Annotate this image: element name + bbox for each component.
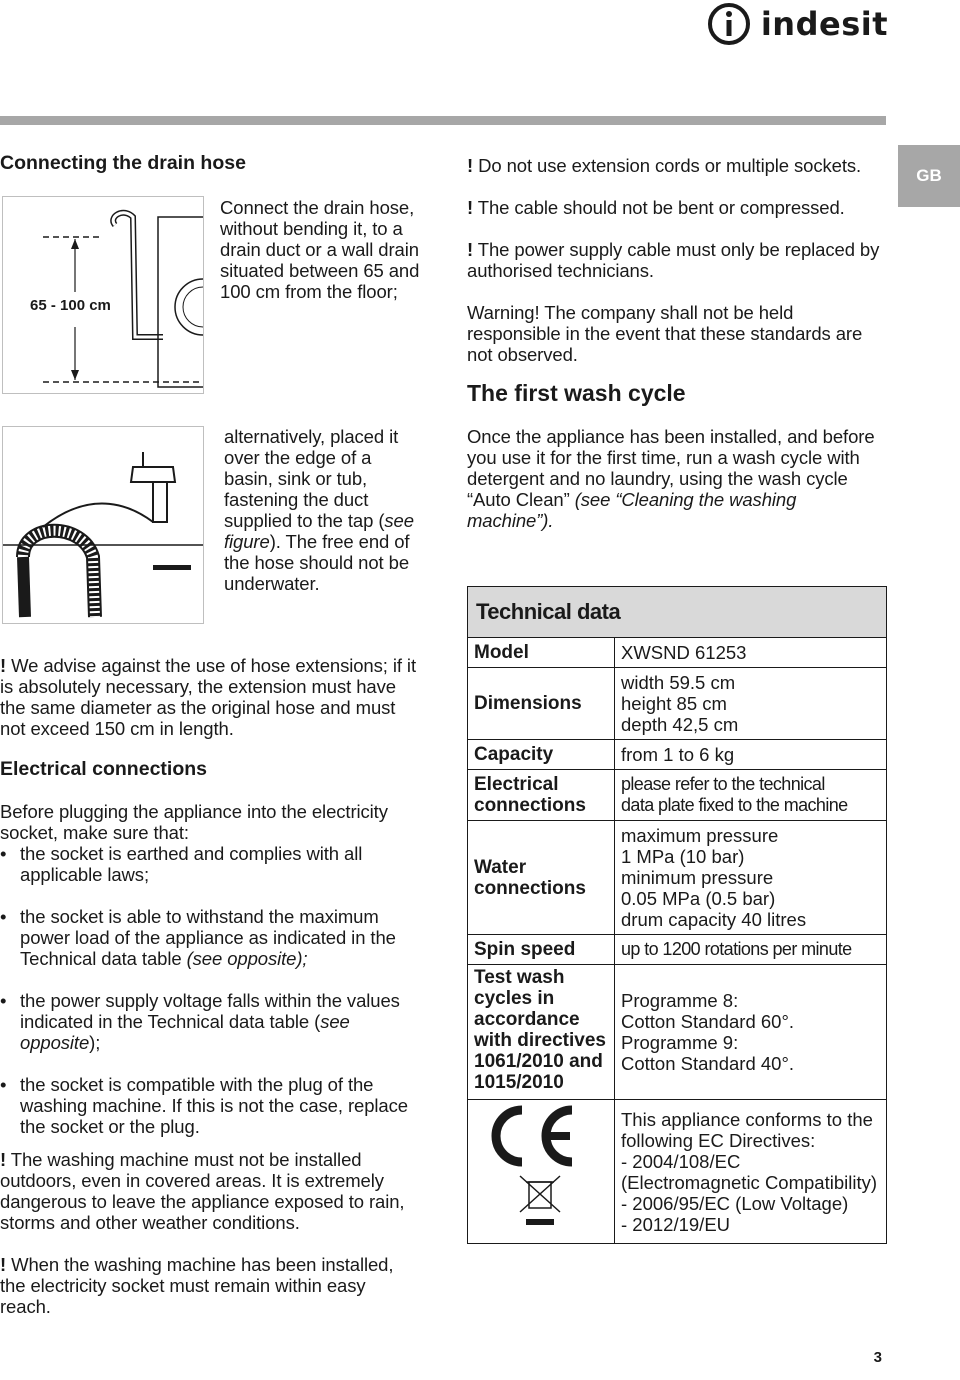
table-row: [468, 821, 887, 935]
warning-mark: !: [467, 239, 474, 260]
bullet-text-3a: the power supply voltage falls within the values indicated in the Technical data table (: [20, 990, 400, 1032]
electrical-warning-1-text: The washing machine must not be installed outdoors, even in covered areas. It is extremely dangerous to leave the appliance exposed to rain, storms and other weather conditions.: [0, 1149, 405, 1233]
drain-basin-figure: [2, 426, 204, 624]
indesit-logo: [707, 2, 888, 46]
electrical-value-1: please refer to the technical: [621, 774, 825, 794]
right-warning-1-text: Do not use extension cords or multiple sockets.: [473, 155, 862, 176]
bullet-text-2b: (see opposite);: [186, 948, 308, 969]
model-label: Model: [468, 638, 615, 668]
table-row: [468, 587, 887, 638]
drain-paragraph-2: [224, 426, 420, 594]
ce-directive-2: - 2006/95/EC (Low Voltage): [621, 1192, 849, 1214]
warning-mark: !: [467, 197, 474, 218]
test-value-1: Programme 8:: [621, 990, 739, 1011]
language-tab-label: GB: [916, 166, 942, 185]
bullet-text-2: [20, 906, 420, 969]
drain-text-2: [224, 426, 420, 594]
warning-mark: !: [0, 1254, 7, 1275]
tech-table: [467, 586, 887, 1244]
tech-table-heading: Technical data: [468, 587, 887, 638]
test-value: [615, 965, 887, 1100]
right-warning-3: [467, 239, 889, 281]
water-value-1: maximum pressure: [621, 825, 779, 846]
warning-mark: !: [0, 655, 7, 676]
table-row: [468, 935, 887, 965]
drain-paragraph-1: [220, 197, 420, 302]
electrical-warning-2-text: When the washing machine has been installed, the electricity socket must remain within easy reach.: [0, 1254, 394, 1317]
capacity-value: from 1 to 6 kg: [615, 740, 887, 770]
bullet-text-2a: the socket is able to withstand the maximum power load of the appliance as indicated in the Technical data table: [20, 906, 396, 969]
ce-directive-1: - 2004/108/EC (Electromagnetic Compatibility): [621, 1150, 878, 1193]
ce-mark-icon: [474, 1104, 594, 1234]
drain-text-2a: alternatively, placed it over the edge of a basin, sink or tub, fastening the duct supplied to the tap (: [224, 426, 399, 531]
drain-text-2b: ). The free end of the hose should not be underwater.: [224, 531, 410, 594]
drain-text-2-see: see figure: [224, 510, 414, 552]
bullet-text-3: [20, 990, 420, 1053]
basin-hose-illustration: [3, 427, 203, 623]
water-value-3: minimum pressure: [621, 867, 774, 888]
language-tab: [898, 145, 960, 207]
page-number: 3: [873, 1349, 882, 1366]
brand-name: indesit: [760, 5, 888, 43]
warning-mark: !: [0, 1149, 7, 1170]
table-row: [468, 770, 887, 821]
right-warning-3-text: The power supply cable must only be replaced by authorised technicians.: [467, 239, 880, 281]
electrical-section: [0, 801, 420, 1317]
test-value-4: Cotton Standard 40°.: [621, 1053, 794, 1074]
table-row: [468, 965, 887, 1100]
test-value-3: Programme 9:: [621, 1032, 739, 1053]
bullet-text-3c: );: [89, 1032, 101, 1053]
bullet-dot: •: [0, 1074, 7, 1095]
water-value: [615, 821, 887, 935]
table-row: [468, 638, 887, 668]
header-rule: [0, 116, 886, 125]
electrical-value-2: data plate fixed to the machine: [621, 795, 848, 815]
drain-warning: [0, 655, 420, 739]
table-row: [468, 668, 887, 740]
ce-directive-intro: This appliance conforms to the following EC Directives:: [621, 1108, 873, 1151]
bullet-dot: •: [0, 906, 7, 927]
drain-heading: Connecting the drain hose: [0, 152, 246, 174]
ce-weee-marks: [468, 1100, 615, 1244]
dimension-width: width 59.5 cm: [621, 672, 736, 693]
bullet-item: [0, 990, 420, 1053]
drain-warning-body: We advise against the use of hose extensions; if it is absolutely necessary, the extension must have the same diameter as the original hose and must not exceed 150 cm in length.: [0, 655, 416, 739]
company-warning: Warning! The company shall not be held responsible in the event that these standards are not observed.: [467, 302, 863, 365]
dimensions-value: [615, 668, 887, 740]
bullet-text-1: the socket is earthed and complies with all applicable laws;: [20, 843, 363, 885]
electrical-warning-2: [0, 1254, 420, 1317]
drain-height-illustration: [3, 197, 203, 393]
bullet-dot: •: [0, 990, 7, 1011]
electrical-heading: Electrical connections: [0, 758, 207, 780]
table-row: [468, 1100, 887, 1244]
model-value: XWSND 61253: [615, 638, 887, 668]
electrical-intro: Before plugging the appliance into the electricity socket, make sure that:: [0, 801, 388, 843]
drain-text-1: Connect the drain hose, without bending it, to a drain duct or a wall drain situated between 65 and 100 cm from the floor;: [220, 197, 420, 302]
drain-warning-text: [0, 655, 420, 739]
first-wash-cycle: “Auto Clean”: [467, 489, 570, 510]
water-label: Water connections: [468, 821, 615, 935]
spin-label: Spin speed: [468, 935, 615, 965]
technical-data-table: [467, 586, 887, 1244]
dimensions-label: Dimensions: [468, 668, 615, 740]
bullet-text-3b: see opposite: [20, 1011, 350, 1053]
drain-height-figure: [2, 196, 204, 394]
ce-directives: [615, 1100, 887, 1244]
first-wash-heading: The first wash cycle: [467, 380, 686, 406]
first-wash-text-a: Once the appliance has been installed, and before you use it for the first time, run a wash cycle with detergent and no laundry, using the wash cycle: [467, 426, 875, 489]
dimension-depth: depth 42,5 cm: [621, 714, 739, 735]
right-warnings: [467, 155, 889, 365]
water-value-2: 1 MPa (10 bar): [621, 846, 745, 867]
drain-height-label: 65 - 100 cm: [30, 297, 111, 314]
test-label: Test wash cycles in accordance with directives 1061/2010 and 1015/2010: [468, 965, 615, 1100]
capacity-label: Capacity: [468, 740, 615, 770]
first-wash-text-b: (see “Cleaning the washing machine”).: [467, 489, 797, 531]
test-value-2: Cotton Standard 60°.: [621, 1011, 794, 1032]
electrical-warning-1: [0, 1149, 420, 1233]
bullet-text-4: the socket is compatible with the plug of the washing machine. If this is not the case, replace the socket or the plug.: [20, 1074, 408, 1137]
water-value-5: drum capacity 40 litres: [621, 909, 807, 930]
water-value-4: 0.05 MPa (0.5 bar): [621, 888, 776, 909]
right-warning-1: [467, 155, 889, 176]
dimension-height: height 85 cm: [621, 693, 727, 714]
right-warning-2: [467, 197, 889, 218]
electrical-label: Electrical connections: [468, 770, 615, 821]
weee-bin-icon: [520, 1176, 560, 1225]
first-wash-paragraph: [467, 426, 877, 531]
bullet-dot: •: [0, 843, 7, 864]
spin-value: up to 1200 rotations per minute: [615, 935, 887, 965]
electrical-value: [615, 770, 887, 821]
bullet-item: [0, 843, 420, 885]
right-warning-2-text: The cable should not be bent or compressed.: [473, 197, 845, 218]
first-wash-text: [467, 426, 877, 531]
table-row: [468, 740, 887, 770]
indesit-logo-icon: [707, 2, 751, 46]
warning-mark: !: [467, 155, 474, 176]
bullet-item: [0, 906, 420, 969]
bullet-item: [0, 1074, 420, 1137]
ce-directive-3: - 2012/19/EU: [621, 1213, 731, 1235]
